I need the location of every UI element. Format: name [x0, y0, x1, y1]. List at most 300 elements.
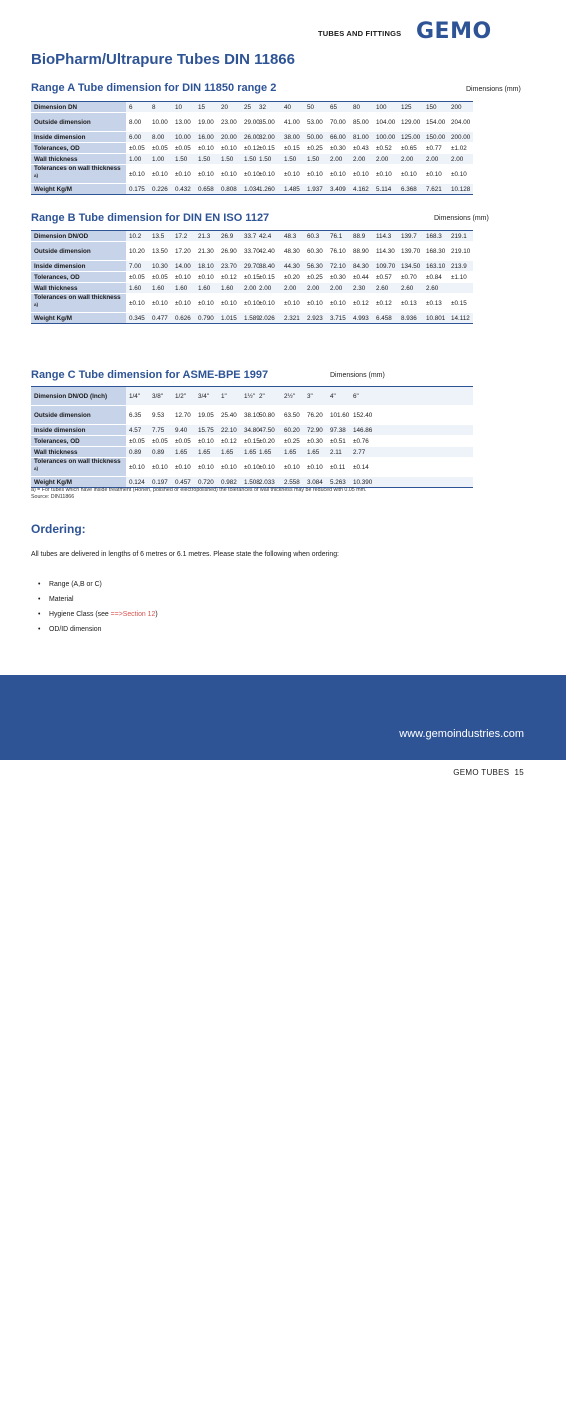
table-cell: ±0.11 — [327, 458, 350, 477]
table-cell — [398, 447, 423, 458]
section-title-range-a: Range A Tube dimension for DIN 11850 range 2 — [31, 82, 277, 94]
row-label: Tolerances, OD — [31, 143, 126, 154]
table-cell: 26.00 — [241, 132, 256, 143]
table-cell: 150.00 — [423, 132, 448, 143]
table-cell: 72.10 — [327, 261, 350, 272]
table-cell: 1.65 — [172, 447, 195, 458]
dimensions-label-range-a: Dimensions (mm) — [466, 86, 521, 93]
table-cell: 10.390 — [350, 477, 373, 488]
table-cell: 219.10 — [448, 242, 473, 261]
table-cell: 6.35 — [126, 406, 149, 425]
table-cell: 2.77 — [350, 447, 373, 458]
table-cell: ±0.10 — [241, 458, 256, 477]
table-cell: 32.00 — [256, 132, 281, 143]
table-cell: 88.90 — [350, 242, 373, 261]
table-cell: 163.10 — [423, 261, 448, 272]
table-cell — [448, 425, 473, 436]
table-row — [31, 436, 473, 447]
table-cell: 1.50 — [256, 154, 281, 165]
table-cell: 0.345 — [126, 313, 149, 324]
table-cell: 34.80 — [241, 425, 256, 436]
table-cell: 2.11 — [327, 447, 350, 458]
table-cell: 150 — [423, 102, 448, 113]
table-cell: 23.00 — [218, 113, 241, 132]
table-cell: 2.60 — [423, 283, 448, 294]
table-cell — [373, 477, 398, 488]
table-cell: 84.30 — [350, 261, 373, 272]
table-cell: ±0.05 — [126, 436, 149, 447]
table-cell — [373, 458, 398, 477]
table-cell — [398, 436, 423, 447]
table-cell: ±0.10 — [281, 165, 304, 184]
table-cell: ±0.15 — [448, 294, 473, 313]
table-cell: ±0.10 — [373, 165, 398, 184]
table-cell: 2.30 — [350, 283, 373, 294]
table-cell: 10.2 — [126, 231, 149, 242]
table-cell: ±0.14 — [350, 458, 373, 477]
table-cell: ±0.10 — [448, 165, 473, 184]
table-cell: 0.89 — [149, 447, 172, 458]
table-cell: 8.00 — [149, 132, 172, 143]
table-cell: ±0.20 — [281, 272, 304, 283]
table-cell: 1.65 — [281, 447, 304, 458]
table-cell: ±0.57 — [373, 272, 398, 283]
table-cell: ±0.10 — [195, 143, 218, 154]
table-cell: 10.00 — [149, 113, 172, 132]
table-cell: 65 — [327, 102, 350, 113]
table-cell: 7.75 — [149, 425, 172, 436]
table-cell: ±0.10 — [350, 165, 373, 184]
table-cell: ±0.05 — [149, 436, 172, 447]
table-cell: ±0.15 — [241, 272, 256, 283]
table-cell: 63.50 — [281, 406, 304, 425]
table-cell: 15.75 — [195, 425, 218, 436]
range-c-table — [31, 386, 473, 488]
row-label: Tolerances on wall thickness $^{a)}$ — [31, 458, 126, 477]
table-row — [31, 294, 473, 313]
table-cell: 2.00 — [327, 154, 350, 165]
row-label: Outside dimension — [31, 113, 126, 132]
table-cell: 15 — [195, 102, 218, 113]
table-cell: 32 — [256, 102, 281, 113]
table-row — [31, 387, 473, 406]
row-label: Outside dimension — [31, 406, 126, 425]
table-cell: 6.458 — [373, 313, 398, 324]
table-cell: ±0.10 — [327, 165, 350, 184]
table-cell: 17.20 — [172, 242, 195, 261]
table-row — [31, 458, 473, 477]
table-cell: 41.00 — [281, 113, 304, 132]
row-label: Tolerances on wall thickness $^{a)}$ — [31, 165, 126, 184]
table-cell: 134.50 — [398, 261, 423, 272]
table-cell: 2.033 — [256, 477, 281, 488]
ordering-text: All tubes are delivered in lengths of 6 metres or 6.1 metres. Please state the following when ordering: — [31, 551, 339, 558]
table-cell: ±0.15 — [256, 143, 281, 154]
table-cell — [423, 387, 448, 406]
table-cell: 48.30 — [281, 242, 304, 261]
table-cell: ±0.10 — [398, 165, 423, 184]
table-cell: 29.70 — [241, 261, 256, 272]
table-cell: 154.00 — [423, 113, 448, 132]
table-cell: 76.20 — [304, 406, 327, 425]
table-cell: 0.457 — [172, 477, 195, 488]
table-cell: 7.00 — [126, 261, 149, 272]
table-cell: ±0.10 — [218, 458, 241, 477]
table-cell: 1.00 — [126, 154, 149, 165]
table-cell: 6 — [126, 102, 149, 113]
table-cell: 8.00 — [126, 113, 149, 132]
table-cell: 2.60 — [373, 283, 398, 294]
table-cell: 1.60 — [149, 283, 172, 294]
table-cell: ±0.10 — [195, 272, 218, 283]
table-cell: ±0.25 — [304, 143, 327, 154]
table-cell: 100.00 — [373, 132, 398, 143]
table-cell: 29.00 — [241, 113, 256, 132]
table-cell: 80 — [350, 102, 373, 113]
table-cell: ±0.10 — [149, 165, 172, 184]
row-label: Weight Kg/M — [31, 313, 126, 324]
table-cell: 3/4" — [195, 387, 218, 406]
table-cell: 204.00 — [448, 113, 473, 132]
table-row — [31, 406, 473, 425]
table-row — [31, 231, 473, 242]
table-cell: 200.00 — [448, 132, 473, 143]
table-row — [31, 425, 473, 436]
table-cell: 109.70 — [373, 261, 398, 272]
table-cell: 38.10 — [241, 406, 256, 425]
table-cell: ±0.10 — [256, 165, 281, 184]
table-cell: 26.9 — [218, 231, 241, 242]
table-cell: 81.00 — [350, 132, 373, 143]
table-cell: 1½" — [241, 387, 256, 406]
table-row — [31, 165, 473, 184]
table-cell: 33.7 — [241, 231, 256, 242]
table-cell: 16.00 — [195, 132, 218, 143]
gemo-logo: GEMO — [416, 19, 492, 44]
table-cell: 1.65 — [256, 447, 281, 458]
table-cell: ±0.12 — [373, 294, 398, 313]
table-cell: 3.409 — [327, 184, 350, 195]
section-12-link[interactable]: ==>Section 12 — [110, 611, 156, 618]
table-cell: 25.40 — [218, 406, 241, 425]
range-b-table — [31, 230, 473, 324]
table-cell: ±0.12 — [241, 143, 256, 154]
table-cell: 60.20 — [281, 425, 304, 436]
table-cell: 38.40 — [256, 261, 281, 272]
table-cell — [423, 406, 448, 425]
table-cell: ±0.10 — [195, 165, 218, 184]
table-cell: 2.00 — [281, 283, 304, 294]
table-cell: 97.38 — [327, 425, 350, 436]
table-cell: 1.508 — [241, 477, 256, 488]
table-cell: 12.70 — [172, 406, 195, 425]
header-subtitle: TUBES AND FITTINGS — [318, 29, 402, 38]
table-cell — [423, 458, 448, 477]
table-cell: 13.00 — [172, 113, 195, 132]
table-cell: 2" — [256, 387, 281, 406]
table-cell: ±0.10 — [218, 165, 241, 184]
table-cell: 10 — [172, 102, 195, 113]
table-cell: 125.00 — [398, 132, 423, 143]
table-cell: 101.60 — [327, 406, 350, 425]
table-row — [31, 283, 473, 294]
table-cell: ±0.76 — [350, 436, 373, 447]
table-cell: 1.60 — [195, 283, 218, 294]
table-cell: 0.982 — [218, 477, 241, 488]
table-cell: 0.226 — [149, 184, 172, 195]
table-cell: 42.4 — [256, 231, 281, 242]
table-cell: 1.65 — [304, 447, 327, 458]
table-cell: 0.89 — [126, 447, 149, 458]
table-cell: ±0.25 — [281, 436, 304, 447]
table-cell: ±0.43 — [350, 143, 373, 154]
table-cell: ±0.10 — [256, 458, 281, 477]
table-cell: 14.00 — [172, 261, 195, 272]
table-cell: 66.00 — [327, 132, 350, 143]
table-cell: ±0.65 — [398, 143, 423, 154]
table-cell: 1.60 — [172, 283, 195, 294]
table-cell: 2.558 — [281, 477, 304, 488]
table-cell: 168.30 — [423, 242, 448, 261]
table-cell: 2.00 — [304, 283, 327, 294]
page-footer-label: GEMO TUBES 15 — [453, 768, 524, 777]
section-title-range-c: Range C Tube dimension for ASME-BPE 1997 — [31, 369, 269, 381]
table-cell: ±0.10 — [172, 272, 195, 283]
table-cell: ±0.12 — [218, 272, 241, 283]
table-cell: ±0.10 — [241, 294, 256, 313]
table-cell: 2.00 — [448, 154, 473, 165]
table-cell — [398, 477, 423, 488]
table-cell: 4.57 — [126, 425, 149, 436]
table-cell — [398, 387, 423, 406]
table-cell: ±0.10 — [256, 294, 281, 313]
table-cell: ±0.10 — [126, 458, 149, 477]
table-cell: 2.00 — [256, 283, 281, 294]
table-cell: 3.715 — [327, 313, 350, 324]
table-cell — [373, 436, 398, 447]
table-cell: ±0.10 — [149, 294, 172, 313]
table-cell: ±0.25 — [304, 272, 327, 283]
table-cell: 40 — [281, 102, 304, 113]
table-cell: ±0.10 — [241, 165, 256, 184]
table-row — [31, 132, 473, 143]
table-cell: 33.70 — [241, 242, 256, 261]
table-cell: 13.5 — [149, 231, 172, 242]
table-cell: 56.30 — [304, 261, 327, 272]
table-cell: ±0.10 — [126, 294, 149, 313]
table-cell: 1.034 — [241, 184, 256, 195]
table-row — [31, 261, 473, 272]
table-cell: 2.60 — [398, 283, 423, 294]
table-cell: 0.790 — [195, 313, 218, 324]
table-cell: 21.30 — [195, 242, 218, 261]
table-cell: ±0.10 — [172, 165, 195, 184]
table-cell — [448, 406, 473, 425]
table-row — [31, 143, 473, 154]
footer-band — [0, 675, 566, 760]
row-label: Dimension DN/OD — [31, 231, 126, 242]
website-link[interactable]: www.gemoindustries.com — [399, 728, 524, 740]
table-cell: 129.00 — [398, 113, 423, 132]
table-cell: 6.368 — [398, 184, 423, 195]
table-cell: ±0.15 — [281, 143, 304, 154]
table-cell: 104.00 — [373, 113, 398, 132]
table-cell: 0.720 — [195, 477, 218, 488]
table-cell: ±0.05 — [172, 143, 195, 154]
table-cell: 1.65 — [218, 447, 241, 458]
table-cell: 1.65 — [195, 447, 218, 458]
table-cell: ±0.10 — [126, 165, 149, 184]
table-cell: 9.40 — [172, 425, 195, 436]
table-cell: 1.485 — [281, 184, 304, 195]
table-cell: 152.40 — [350, 406, 373, 425]
table-cell: ±0.10 — [304, 458, 327, 477]
table-cell: 2.00 — [241, 283, 256, 294]
row-label: Tolerances on wall thickness $^{a)}$ — [31, 294, 126, 313]
table-cell: 2.923 — [304, 313, 327, 324]
ordering-list — [38, 577, 158, 637]
table-cell: 21.3 — [195, 231, 218, 242]
table-cell: 0.197 — [149, 477, 172, 488]
table-row — [31, 242, 473, 261]
table-cell: 2.00 — [398, 154, 423, 165]
table-cell: ±0.30 — [304, 436, 327, 447]
table-cell: 146.86 — [350, 425, 373, 436]
table-cell: 4" — [327, 387, 350, 406]
range-a-table — [31, 101, 473, 195]
table-cell: 219.1 — [448, 231, 473, 242]
table-cell: 10.801 — [423, 313, 448, 324]
table-cell: ±0.44 — [350, 272, 373, 283]
row-label: Weight Kg/M — [31, 184, 126, 195]
table-cell: 2.00 — [373, 154, 398, 165]
table-cell: ±0.10 — [281, 458, 304, 477]
table-cell: 1/4" — [126, 387, 149, 406]
row-label: Dimension DN — [31, 102, 126, 113]
table-row — [31, 272, 473, 283]
table-cell: ±0.10 — [172, 458, 195, 477]
table-cell: 1.589 — [241, 313, 256, 324]
table-cell: 1.50 — [195, 154, 218, 165]
section-title-range-b: Range B Tube dimension for DIN EN ISO 1127 — [31, 212, 270, 224]
ordering-item-od-id: • OD/ID dimension — [38, 622, 158, 637]
table-cell: 35.00 — [256, 113, 281, 132]
table-cell: ±0.10 — [423, 165, 448, 184]
table-row — [31, 184, 473, 195]
table-cell: 1.60 — [126, 283, 149, 294]
table-cell: 19.05 — [195, 406, 218, 425]
table-cell — [423, 477, 448, 488]
table-cell: 85.00 — [350, 113, 373, 132]
table-cell — [448, 283, 473, 294]
table-cell — [448, 477, 473, 488]
table-cell: 50.00 — [304, 132, 327, 143]
table-cell: ±0.84 — [423, 272, 448, 283]
table-cell: 9.53 — [149, 406, 172, 425]
table-cell: 18.10 — [195, 261, 218, 272]
table-cell: ±0.05 — [126, 272, 149, 283]
table-cell: 25 — [241, 102, 256, 113]
table-cell: 17.2 — [172, 231, 195, 242]
table-cell: 53.00 — [304, 113, 327, 132]
row-label: Outside dimension — [31, 242, 126, 261]
page-title: BioPharm/Ultrapure Tubes DIN 11866 — [31, 51, 295, 68]
table-cell: ±0.05 — [172, 436, 195, 447]
table-cell: ±1.10 — [448, 272, 473, 283]
table-cell: 60.3 — [304, 231, 327, 242]
table-cell — [373, 387, 398, 406]
ordering-item-range: • Range (A,B or C) — [38, 577, 158, 592]
table-cell: 22.10 — [218, 425, 241, 436]
table-cell: ±0.70 — [398, 272, 423, 283]
table-cell: ±0.05 — [126, 143, 149, 154]
table-cell: 2.00 — [327, 283, 350, 294]
row-label: Wall thickness — [31, 283, 126, 294]
table-cell: ±0.05 — [149, 272, 172, 283]
table-cell: 76.10 — [327, 242, 350, 261]
row-label: Wall thickness — [31, 447, 126, 458]
table-cell: 26.90 — [218, 242, 241, 261]
source-text: Source: DIN11866 — [31, 494, 75, 500]
table-cell: 1.50 — [281, 154, 304, 165]
table-cell: 72.90 — [304, 425, 327, 436]
table-cell: 3" — [304, 387, 327, 406]
table-cell — [423, 425, 448, 436]
table-cell: 125 — [398, 102, 423, 113]
ordering-title: Ordering: — [31, 522, 86, 536]
table-cell: 38.00 — [281, 132, 304, 143]
table-cell: ±0.30 — [327, 272, 350, 283]
table-cell: 3.084 — [304, 477, 327, 488]
row-label: Inside dimension — [31, 261, 126, 272]
table-cell: 6" — [350, 387, 373, 406]
table-cell: 1.60 — [218, 283, 241, 294]
footnote-text: a) = For tubes which have inside treatment (Honen, polished or electropolished) the tolerances of wall thickness may be reduced with 0.05 mm. — [31, 487, 367, 493]
table-cell: ±0.15 — [256, 272, 281, 283]
table-cell: ±0.20 — [256, 436, 281, 447]
table-cell: 19.00 — [195, 113, 218, 132]
row-label: Wall thickness — [31, 154, 126, 165]
table-cell: 139.7 — [398, 231, 423, 242]
table-cell: ±0.30 — [327, 143, 350, 154]
table-cell: 1.65 — [241, 447, 256, 458]
table-cell: 1.00 — [149, 154, 172, 165]
table-cell: 5.263 — [327, 477, 350, 488]
footnote-block — [31, 487, 541, 501]
table-row — [31, 477, 473, 488]
table-cell: 14.112 — [448, 313, 473, 324]
table-cell: 47.50 — [256, 425, 281, 436]
table-cell: 6.00 — [126, 132, 149, 143]
table-cell: 60.30 — [304, 242, 327, 261]
table-cell: ±0.13 — [423, 294, 448, 313]
table-cell — [373, 425, 398, 436]
table-cell — [448, 458, 473, 477]
table-cell: 2.00 — [350, 154, 373, 165]
table-cell: 200 — [448, 102, 473, 113]
table-cell: ±0.10 — [327, 294, 350, 313]
table-cell: ±0.05 — [149, 143, 172, 154]
table-cell: ±0.15 — [241, 436, 256, 447]
table-cell: 50.80 — [256, 406, 281, 425]
table-cell: 20.00 — [218, 132, 241, 143]
table-cell: 88.9 — [350, 231, 373, 242]
row-label: Inside dimension — [31, 132, 126, 143]
table-cell: ±0.10 — [218, 294, 241, 313]
table-cell: 7.621 — [423, 184, 448, 195]
table-cell: ±0.10 — [195, 458, 218, 477]
table-cell: 10.20 — [126, 242, 149, 261]
